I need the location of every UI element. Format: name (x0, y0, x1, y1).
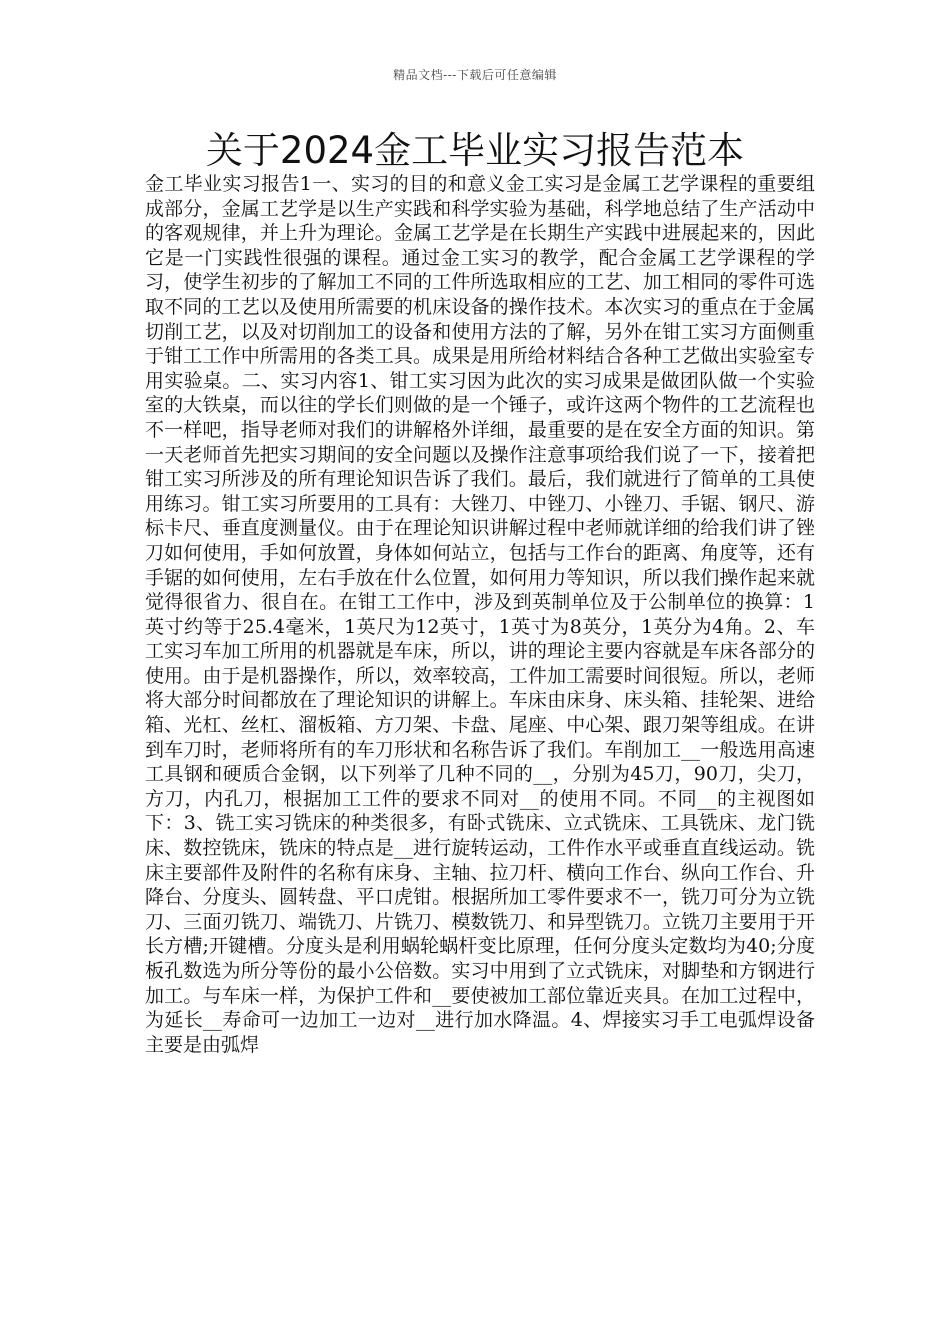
document-body-text: 金工毕业实习报告1一、实习的目的和意义金工实习是金属工艺学课程的重要组成部分，金属工艺学是以生产实践和科学实验为基础，科学地总结了生产活动中的客观规律，并上升为理论。金属工艺学是在长期生产实践中进展起来的，因此它是一门实践性很强的课程。通过金工实习的教学，配合金属工艺学课程的学习，使学生初步的了解加工不同的工件所选取相应的工艺、加工相同的零件可选取不同的工艺以及使用所需要的机床设备的操作技术。本次实习的重点在于金属切削工艺，以及对切削加工的设备和使用方法的了解，另外在钳工实习方面侧重于钳工工作中所需用的各类工具。成果是用所给材料结合各种工艺做出实验室专用实验桌。二、实习内容1、钳工实习因为此次的实习成果是做团队做一个实验室的大铁桌，而以往的学长们则做的是一个锤子，或许这两个物件的工艺流程也不一样吧，指导老师对我们的讲解格外详细，最重要的是在安全方面的知识。第一天老师首先把实习期间的安全问题以及操作注意事项给我们说了一下，接着把钳工实习所涉及的所有理论知识告诉了我们。最后，我们就进行了简单的工具使用练习。钳工实习所要用的工具有：大锉刀、中锉刀、小锉刀、手锯、钢尺、游标卡尺、垂直度测量仪。由于在理论知识讲解过程中老师就详细的给我们讲了锉刀如何使用，手如何放置，身体如何站立，包括与工作台的距离、角度等，还有手锯的如何使用，左右手放在什么位置，如何用力等知识，所以我们操作起来就觉得很省力、很自在。在钳工工作中，涉及到英制单位及于公制单位的换算：1英寸约等于25.4毫米，1英尺为12英寸，1英寸为8英分，1英分为4角。2、车工实习车加工所用的机器就是车床，所以，讲的理论主要内容就是车床各部分的使用。由于是机器操作，所以，效率较高，工件加工需要时间很短。所以，老师将大部分时间都放在了理论知识的讲解上。车床由床身、床头箱、挂轮架、进给箱、光杠、丝杠、溜板箱、方刀架、卡盘、尾座、中心架、跟刀架等组成。在讲到车刀时，老师将所有的车刀形状和名称告诉了我们。车削加工__一般选用高速工具钢和硬质合金钢，以下列举了几种不同的__，分别为45刀，90刀，尖刀，方刀，内孔刀，根据加工工件的要求不同对__的使用不同。不同__的主视图如下：3、铣工实习铣床的种类很多，有卧式铣床、立式铣床、工具铣床、龙门铣床、数控铣床，铣床的特点是__进行旋转运动，工件作水平或垂直直线运动。铣床主要部件及附件的名称有床身、主轴、拉刀杆、横向工作台、纵向工作台、升降台、分度头、圆转盘、平口虎钳。根据所加工零件要求不一，铣刀可分为立铣刀、三面刃铣刀、端铣刀、片铣刀、模数铣刀、和异型铣刀。立铣刀主要用于开长方槽;开键槽。分度头是利用蜗轮蜗杆变比原理，任何分度头定数均为40;分度板孔数选为所分等份的最小公倍数。实习中用到了立式铣床，对脚垫和方钢进行加工。与车床一样，为保护工件和__要使被加工部位靠近夹具。在加工过程中，为延长__寿命可一边加工一边对__进行加水降温。4、焊接实习手工电弧焊设备主要是由弧焊 (145, 173, 815, 1056)
page-header-caption: 精品文档---下载后可任意编辑 (393, 68, 557, 82)
document-title: 关于2024金工毕业实习报告范本 (205, 129, 745, 172)
